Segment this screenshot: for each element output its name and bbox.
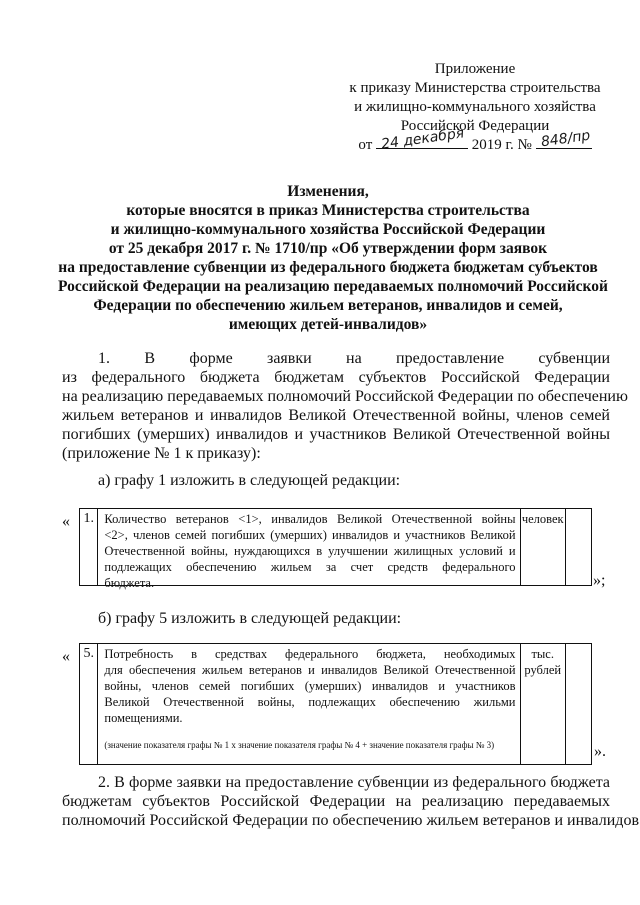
- table2-description: [98, 644, 520, 764]
- table2-unit: тыс. рублей: [521, 644, 566, 764]
- table1-description: [98, 509, 520, 590]
- table2-close-quote: ».: [594, 743, 606, 760]
- table2-line-3: войны, членов семей погибших (умерших) инвалидов и участников: [104, 679, 516, 693]
- subitem-a: а) графу 1 изложить в следующей редакции:: [98, 472, 401, 489]
- subitem-b: б) графу 5 изложить в следующей редакции:: [98, 610, 402, 627]
- table-1: [79, 508, 592, 590]
- para1-line-4: жильем ветеранов и инвалидов Великой Отечественной войны, членов семей: [62, 407, 610, 424]
- appendix-line-1: к приказу Министерства строительства: [349, 80, 601, 96]
- para2-line-3: полномочий Российской Федерации по обеспечению жильем ветеранов и инвалидов: [62, 812, 639, 829]
- table2-number: 5.: [80, 644, 98, 764]
- order-prefix: от: [358, 137, 373, 153]
- table2-open-quote: «: [62, 648, 70, 665]
- title-line-5: на предоставление субвенции из федерального бюджета бюджетам субъектов: [58, 259, 598, 276]
- paragraph-1: [62, 349, 628, 463]
- para1-line-2: из федерального бюджета бюджетам субъектов Российской Федерации: [62, 369, 610, 386]
- paragraph-2: [62, 773, 639, 830]
- para1-line-1: 1. В форме заявки на предоставление субвенции: [98, 350, 610, 367]
- handwritten-date: 24 декабря: [380, 125, 466, 153]
- para1-line-3: на реализацию передаваемых полномочий Российской Федерации по обеспечению: [62, 388, 628, 405]
- appendix-header: [330, 60, 620, 155]
- table1-open-quote: «: [62, 513, 70, 530]
- table1-number: 1.: [80, 509, 98, 585]
- handwritten-number: 848/пр: [540, 127, 592, 151]
- title-line-6: Российской Федерации на реализацию передаваемых полномочий Российской: [58, 278, 608, 295]
- order-middle: 2019 г. №: [471, 137, 532, 153]
- title-line-1: Изменения,: [287, 183, 369, 200]
- table-2: [79, 643, 592, 765]
- para1-line-5: погибших (умерших) инвалидов и участников Великой Отечественной войны: [62, 426, 610, 443]
- table2-line-2: для обеспечения жильем ветеранов и инвалидов Великой Отечественной: [104, 663, 516, 677]
- title-line-4: от 25 декабря 2017 г. № 1710/пр «Об утверждении форм заявок: [108, 240, 548, 257]
- table1-line-2: <2>, членов семей погибших (умерших) инвалидов и участников Великой: [104, 528, 516, 542]
- table1-line-4: подлежащих обеспечению жильем за счет средств федерального: [104, 560, 516, 574]
- para1-line-6: (приложение № 1 к приказу):: [62, 445, 261, 462]
- table2-line-1: Потребность в средствах федерального бюджета, необходимых: [104, 647, 516, 661]
- table1-line-3: Отечественной войны, нуждающихся в улучшении жилищных условий и: [104, 544, 516, 558]
- para2-line-1: 2. В форме заявки на предоставление субвенции из федерального бюджета: [98, 774, 610, 791]
- document-title: [58, 182, 608, 334]
- appendix-title: Приложение: [434, 61, 516, 77]
- table1-close-quote: »;: [593, 572, 606, 589]
- table1-unit: человек: [521, 509, 566, 585]
- table1-line-5: бюджета.: [104, 576, 155, 590]
- table2-empty-cell: [566, 644, 591, 764]
- table2-line-4: Великой Отечественной войны, подлежащих обеспечению жильми: [104, 695, 516, 709]
- table1-empty-cell: [566, 509, 591, 585]
- title-line-8: имеющих детей-инвалидов»: [228, 316, 428, 333]
- table1-line-1: Количество ветеранов <1>, инвалидов Великой Отечественной войны: [104, 512, 516, 526]
- para2-line-2: бюджетам субъектов Российской Федерации на реализацию передаваемых: [62, 793, 610, 810]
- title-line-3: и жилищно-коммунального хозяйства Российской Федерации: [110, 221, 546, 238]
- title-line-7: Федерации по обеспечению жильем ветеранов, инвалидов и семей,: [93, 297, 563, 314]
- appendix-line-2: и жилищно-коммунального хозяйства: [354, 99, 596, 115]
- title-line-2: которые вносятся в приказ Министерства строительства: [126, 202, 530, 219]
- table2-formula-note: (значение показателя графы № 1 х значение показателя графы № 4 + значение показателя графы № 3): [104, 740, 495, 750]
- appendix-line-3: Российской Федерации: [400, 118, 550, 134]
- table2-line-5: помещениями.: [104, 711, 183, 725]
